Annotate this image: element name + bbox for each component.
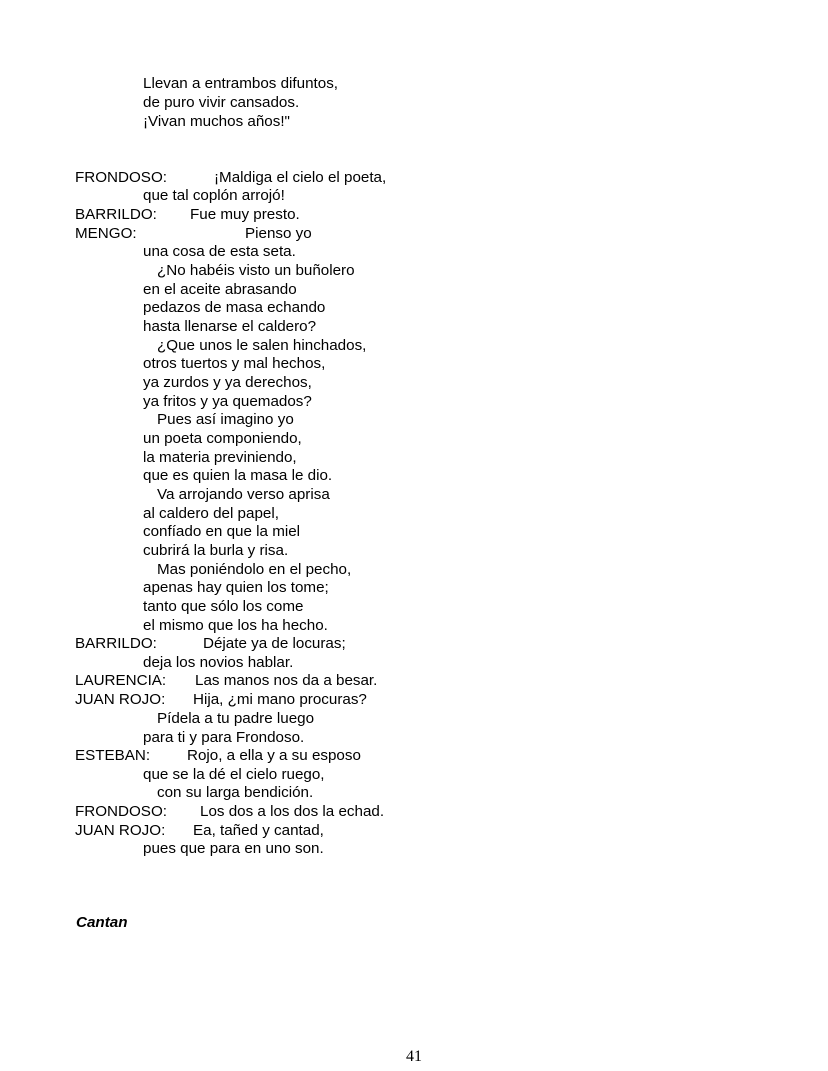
speaker-esteban: ESTEBAN: xyxy=(75,747,151,764)
verse-line: apenas hay quien los tome; xyxy=(143,579,329,596)
speaker-laurencia: LAURENCIA: xyxy=(75,672,167,689)
stage-direction: Cantan xyxy=(76,914,128,931)
verse-line: la materia previniendo, xyxy=(143,449,297,466)
verse-line: Déjate ya de locuras; xyxy=(203,635,346,652)
verse-line: Ea, tañed y cantad, xyxy=(193,822,324,839)
speaker-frondoso: FRONDOSO: xyxy=(75,169,167,186)
speaker-mengo: MENGO: xyxy=(75,225,137,242)
speaker-juan-rojo: JUAN ROJO: xyxy=(75,691,166,708)
verse-line: un poeta componiendo, xyxy=(143,430,302,447)
verse-line: ya zurdos y ya derechos, xyxy=(143,374,312,391)
verse-line: con su larga bendición. xyxy=(157,784,314,801)
verse-line: Fue muy presto. xyxy=(190,206,300,223)
verse-line: ¡Vivan muchos años!" xyxy=(143,113,290,130)
verse-line: una cosa de esta seta. xyxy=(143,243,296,260)
verse-line: que es quien la masa le dio. xyxy=(143,467,333,484)
verse-line: tanto que sólo los come xyxy=(143,598,304,615)
verse-line: Los dos a los dos la echad. xyxy=(200,803,385,820)
verse-line: para ti y para Frondoso. xyxy=(143,729,305,746)
verse-line: que se la dé el cielo ruego, xyxy=(143,766,325,783)
speaker-barrildo: BARRILDO: xyxy=(75,206,157,223)
verse-line: Las manos nos da a besar. xyxy=(195,672,378,689)
verse-line: que tal coplón arrojó! xyxy=(143,187,285,204)
verse-line: Hija, ¿mi mano procuras? xyxy=(193,691,367,708)
verse-line: Mas poniéndolo en el pecho, xyxy=(157,561,352,578)
verse-line: otros tuertos y mal hechos, xyxy=(143,355,326,372)
verse-line: hasta llenarse el caldero? xyxy=(143,318,317,335)
verse-line: pues que para en uno son. xyxy=(143,840,324,857)
verse-line: ya fritos y ya quemados? xyxy=(143,393,312,410)
verse-line: el mismo que los ha hecho. xyxy=(143,617,328,634)
verse-line: al caldero del papel, xyxy=(143,505,279,522)
verse-line: Pues así imagino yo xyxy=(157,411,294,428)
verse-line: en el aceite abrasando xyxy=(143,281,297,298)
verse-line: Va arrojando verso aprisa xyxy=(157,486,330,503)
speaker-frondoso: FRONDOSO: xyxy=(75,803,167,820)
verse-line: confíado en que la miel xyxy=(143,523,301,540)
verse-line: Pídela a tu padre luego xyxy=(157,710,315,727)
verse-line: pedazos de masa echando xyxy=(143,299,326,316)
page-number: 41 xyxy=(406,1048,422,1065)
verse-line: ¡Maldiga el cielo el poeta, xyxy=(214,169,387,186)
speaker-juan-rojo: JUAN ROJO: xyxy=(75,822,166,839)
verse-line: ¿No habéis visto un buñolero xyxy=(157,262,355,279)
verse-line: de puro vivir cansados. xyxy=(143,94,300,111)
verse-line: deja los novios hablar. xyxy=(143,654,294,671)
verse-line: Llevan a entrambos difuntos, xyxy=(143,75,339,92)
verse-line: cubrirá la burla y risa. xyxy=(143,542,289,559)
speaker-barrildo: BARRILDO: xyxy=(75,635,157,652)
verse-line: Pienso yo xyxy=(245,225,312,242)
verse-line: ¿Que unos le salen hinchados, xyxy=(157,337,367,354)
verse-line: Rojo, a ella y a su esposo xyxy=(187,747,361,764)
